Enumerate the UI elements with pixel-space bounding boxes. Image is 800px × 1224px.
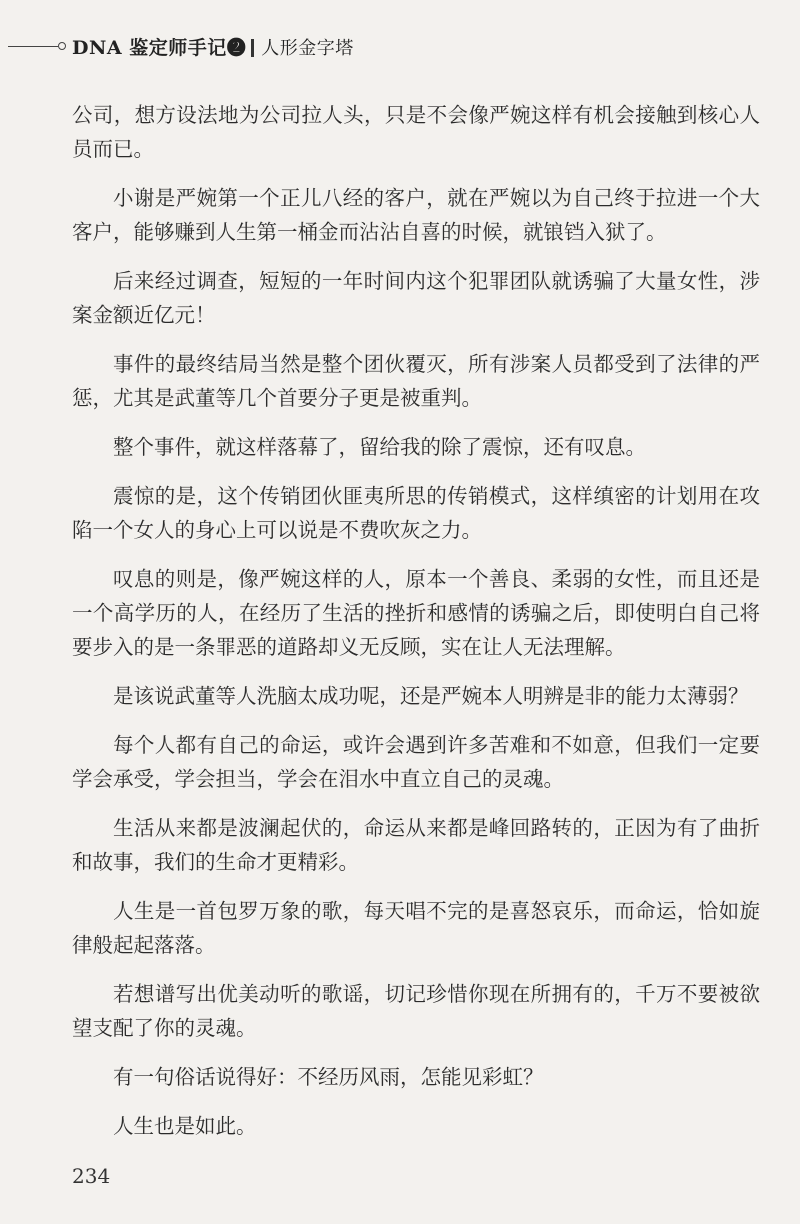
paragraph: 每个人都有自己的命运，或许会遇到许多苦难和不如意，但我们一定要学会承受，学会担当，学会在泪水中直立自己的灵魂。 [72, 733, 760, 791]
paragraph: 整个事件，就这样落幕了，留给我的除了震惊，还有叹息。 [113, 435, 646, 459]
header-rule [8, 46, 58, 47]
paragraph: 后来经过调查，短短的一年时间内这个犯罪团队就诱骗了大量女性，涉案金额近亿元！ [72, 269, 760, 327]
paragraph: 公司，想方设法地为公司拉人头，只是不会像严婉这样有机会接触到核心人员而已。 [72, 103, 760, 161]
paragraph: 人生是一首包罗万象的歌，每天唱不完的是喜怒哀乐，而命运，恰如旋律般起起落落。 [72, 899, 760, 957]
paragraph: 若想谱写出优美动听的歌谣，切记珍惜你现在所拥有的，千万不要被欲望支配了你的灵魂。 [72, 982, 760, 1040]
paragraph: 小谢是严婉第一个正儿八经的客户，就在严婉以为自己终于拉进一个大客户，能够赚到人生第一桶金而沾沾自喜的时候，就锒铛入狱了。 [72, 186, 760, 244]
header-title [72, 33, 354, 60]
paragraph: 震惊的是，这个传销团伙匪夷所思的传销模式，这样缜密的计划用在攻陷一个女人的身心上可以说是不费吹灰之力。 [72, 484, 760, 542]
page-number: 234 [72, 1164, 111, 1188]
paragraph: 有一句俗话说得好：不经历风雨，怎能见彩虹？ [113, 1065, 544, 1089]
paragraph: 事件的最终结局当然是整个团伙覆灭，所有涉案人员都受到了法律的严惩，尤其是武董等几个首要分子更是被重判。 [72, 352, 760, 410]
paragraph: 人生也是如此。 [113, 1114, 257, 1138]
paragraph: 生活从来都是波澜起伏的，命运从来都是峰回路转的，正因为有了曲折和故事，我们的生命才更精彩。 [72, 816, 760, 874]
page-body [72, 98, 760, 1158]
header-separator [251, 39, 254, 57]
book-title: DNA 鉴定师手记❷ [72, 37, 247, 59]
book-subtitle: 人形金字塔 [261, 38, 354, 59]
running-header [0, 30, 800, 64]
paragraph: 叹息的则是，像严婉这样的人，原本一个善良、柔弱的女性，而且还是一个高学历的人，在经历了生活的挫折和感情的诱骗之后，即使明白自己将要步入的是一条罪恶的道路却义无反顾，实在让人无法理解。 [72, 567, 760, 659]
paragraph: 是该说武董等人洗脑太成功呢，还是严婉本人明辨是非的能力太薄弱？ [113, 684, 749, 708]
header-ornament-icon [58, 42, 66, 50]
